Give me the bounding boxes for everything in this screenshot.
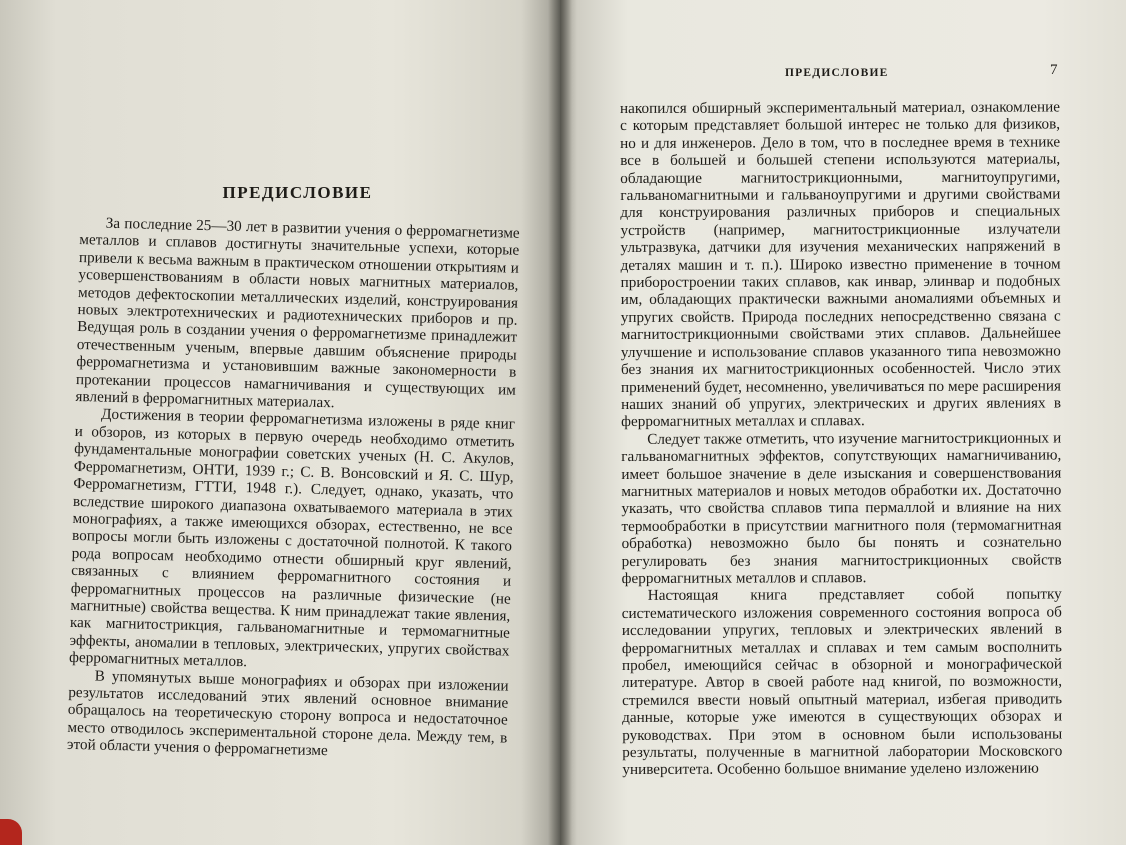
left-page-text bbox=[67, 214, 520, 764]
paragraph: Достижения в теории ферромагнетизма изложены в ряде книг и обзоров, из которых в первую очередь необходимо отметить фундаментальные монографии советских ученых (Н. С. Акулов, Ферромагнетизм, ОНТИ, 1939 г.; С. В. Вонсовский и Я. С. Шур, Ферромагнетизм, ГТТИ, 1948 г.). Следует, однако, указать, что вследствие широкого диапазона охватываемого материала в этих монографиях, а также имеющихся обзорах, естественно, не все вопросы могли быть изложены с достаточной полнотой. К такого рода вопросам необходимо отнести обширный круг явлений, связанных с влиянием ферромагнитного состояния и ферромагнитных процессов на различные физические (не магнитные) свойства вещества. К ним принадлежат такие явления, как магнитострикция, гальваномагнитные и термомагнитные эффекты, аномалии в тепловых, электрических, упругих свойствах ферромагнитных металлов. bbox=[68, 406, 516, 671]
book-spine bbox=[548, 0, 572, 845]
left-page bbox=[0, 0, 560, 845]
chapter-title: ПРЕДИСЛОВИЕ bbox=[222, 183, 373, 202]
running-head: ПРЕДИСЛОВИЕ bbox=[785, 67, 889, 79]
page-number: 7 bbox=[1050, 62, 1058, 78]
cover-corner bbox=[0, 819, 22, 845]
paragraph: накопился обширный экспериментальный материал, ознакомление с которым представляет большой интерес не только для физиков, но и для инженеров. Дело в том, что в последнее время в технике все в большей и большей степени используются материалы, обладающие магнитострикционными, магнитоупругими, гальваномагнитными и гальваноупругими и другими свойствами для конструирования различных приборов и специальных устройств (например, магнитострикционные излучатели ультразвука, датчики для изучения механических напряжений в деталях машин и т. п.). Широко известно применение в точном приборостроении таких сплавов, как инвар, элинвар и подобных им, обладающих практически важными аномалиями объемных и упругих свойств. Природа последних непосредственно связана с магнитострикционными свойствами этих сплавов. Дальнейшее улучшение и использование сплавов указанного типа невозможно без знания их магнитострикционных особенностей. Число этих применений будет, несомненно, увеличиваться по мере расширения наших знаний об упругих, электрических и других явлениях в ферромагнитных металлах и сплавах. bbox=[620, 98, 1062, 431]
paragraph: Настоящая книга представляет собой попытку систематического изложения современного состояния вопроса об исследовании упругих, тепловых и электрических явлений в ферромагнитных металлах и сплавах и тем самым восполнить пробел, имеющийся сейчас в обзорной и монографической литературе. Автор в своей работе над книгой, по возможности, стремился ввести новый опытный материал, избегая приводить данные, которые уже имеются в существующих обзорах и руководствах. При этом в основном были использованы результаты, полученные в магнитной лаборатории Московского университета. Особенно большое внимание уделено изложению bbox=[621, 585, 1063, 779]
paragraph: За последние 25—30 лет в развитии учения о ферромагнетизме металлов и сплавов достигнуты значительные успехи, которые привели к весьма важным в практическом отношении открытиям и усовершенствованиям в области новых магнитных материалов, методов дефектоскопии металлических изделий, конструирования новых электротехнических и радиотехнических приборов и пр. Ведущая роль в создании учения о ферромагнетизме принадлежит отечественным ученым, впервые давшим объяснение природы ферромагнетизма и установившим важные закономерности в протекании процессов намагничивания и существующих им явлений в ферромагнитных материалах. bbox=[75, 214, 520, 412]
paragraph: В упомянутых выше монографиях и обзорах при изложении результатов исследований этих явлений основное внимание обращалось на теоретическую сторону вопроса и недостаточное место отводилось экспериментальной стороне дела. Между тем, в этой области учения о ферромагнетизме bbox=[66, 667, 509, 760]
right-page-text bbox=[620, 98, 1062, 778]
paragraph: Следует также отметить, что изучение магнитострикционных и гальваномагнитных эффектов, сопутствующих намагничиванию, имеет большое значение в деле изыскания и совершенствования магнитных материалов и новых методов обработки их. Достаточно указать, что свойства сплавов типа пермаллой и влияние на них термообработки в присутствии магнитного поля (термомагнитная обработка) невозможно было бы понять и сознательно регулировать без знания магнитострикционных свойств ферромагнитных металлов и сплавов. bbox=[621, 429, 1062, 587]
